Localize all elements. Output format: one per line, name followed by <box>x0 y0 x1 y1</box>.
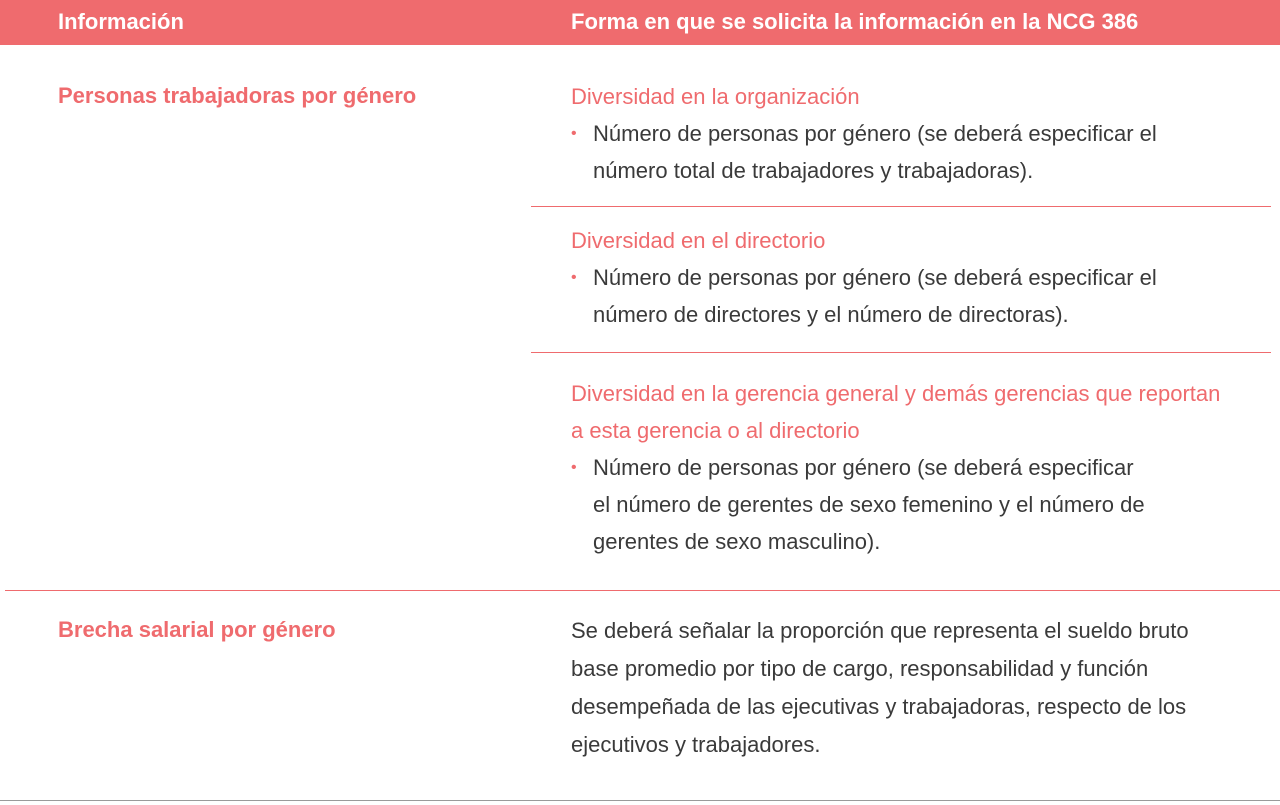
bullet-text: número de directores y el número de directoras). <box>593 302 1069 327</box>
section-title: Diversidad en la organización <box>571 84 860 109</box>
section-diversidad-gerencia <box>571 375 1271 560</box>
section-brecha-descripcion <box>571 612 1271 764</box>
table-header <box>0 0 1280 45</box>
paragraph-line: base promedio por tipo de cargo, responsabilidad y función <box>571 656 1149 681</box>
section-title: Diversidad en el directorio <box>571 228 826 253</box>
row-divider <box>5 590 1280 591</box>
bullet-item <box>571 115 1271 189</box>
bullet-dot-icon: • <box>571 125 577 142</box>
bullet-text: Número de personas por género (se deberá especificar el <box>593 265 1157 290</box>
bullet-text: Número de personas por género (se deberá especificar el <box>593 121 1157 146</box>
section-diversidad-organizacion <box>571 78 1271 189</box>
bullet-text: Número de personas por género (se deberá especificar <box>593 455 1134 480</box>
bullet-text: gerentes de sexo masculino). <box>593 529 881 554</box>
bullet-item <box>571 449 1271 560</box>
row-label-brecha-salarial: Brecha salarial por género <box>58 617 336 642</box>
paragraph-line: Se deberá señalar la proporción que representa el sueldo bruto <box>571 618 1189 643</box>
paragraph-line: desempeñada de las ejecutivas y trabajadoras, respecto de los <box>571 694 1187 719</box>
section-title-line: a esta gerencia o al directorio <box>571 418 860 443</box>
bullet-item <box>571 259 1271 333</box>
section-divider <box>531 206 1271 207</box>
row-label-personas-trabajadoras: Personas trabajadoras por género <box>58 83 417 108</box>
table-bottom-rule <box>0 800 1280 801</box>
section-title-line: Diversidad en la gerencia general y demás gerencias que reportan <box>571 381 1221 406</box>
header-informacion: Información <box>58 9 184 34</box>
bullet-dot-icon: • <box>571 459 577 476</box>
paragraph-line: ejecutivos y trabajadores. <box>571 732 821 757</box>
bullet-text: número total de trabajadores y trabajadoras). <box>593 158 1034 183</box>
bullet-dot-icon: • <box>571 269 577 286</box>
header-forma-solicitud: Forma en que se solicita la información en la NCG 386 <box>571 9 1139 34</box>
bullet-text: el número de gerentes de sexo femenino y el número de <box>593 492 1145 517</box>
section-diversidad-directorio <box>571 222 1271 333</box>
section-divider <box>531 352 1271 353</box>
